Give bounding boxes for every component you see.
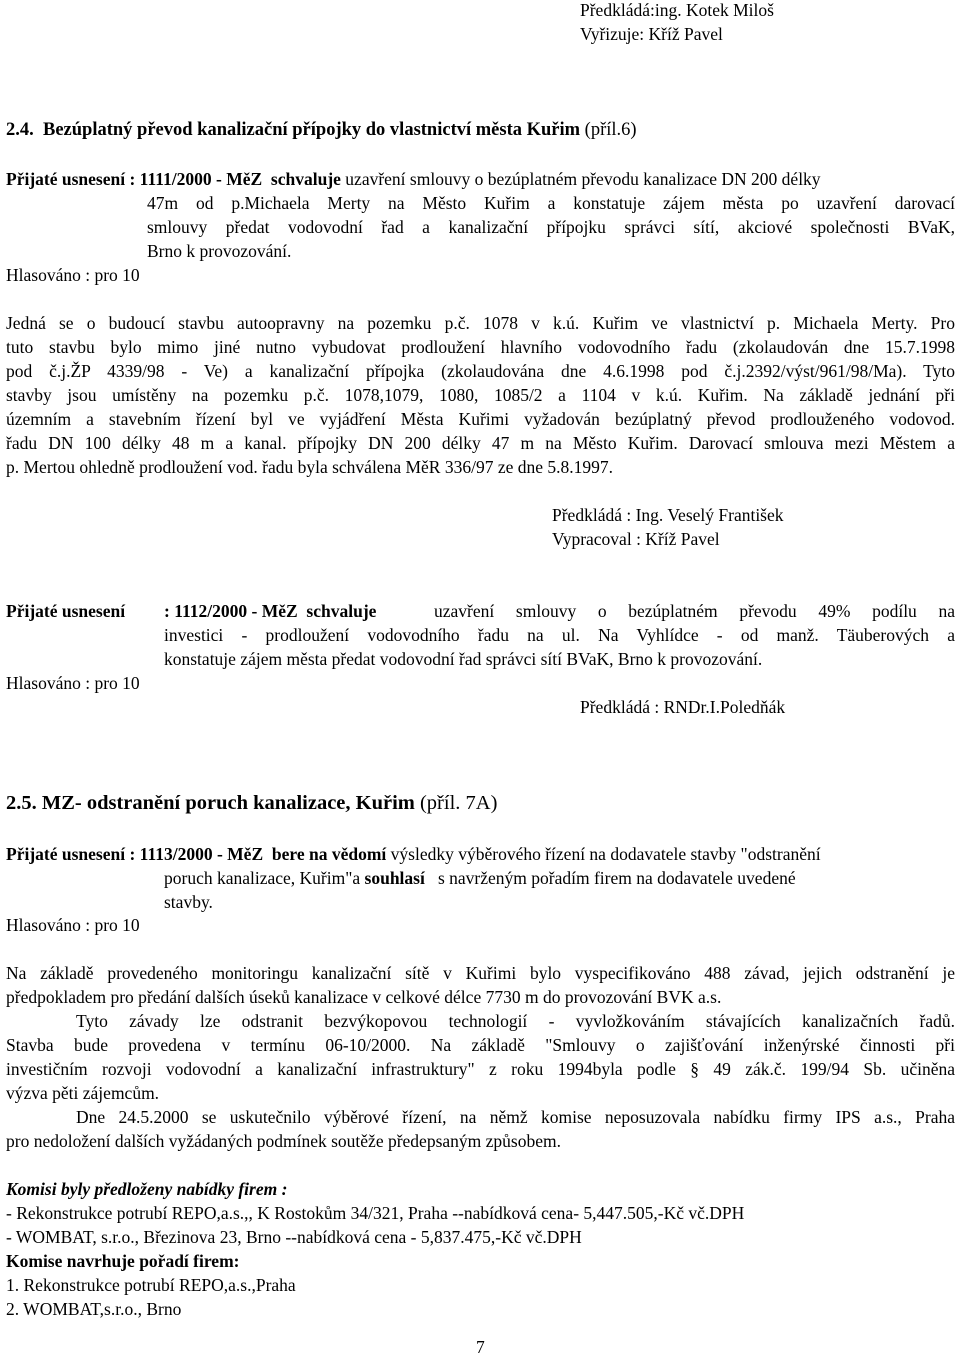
resolution-1113-text-1: výsledky výběrového řízení na dodavatele stavby "odstranění (390, 844, 821, 864)
section-2-4-title: Bezúplatný převod kanalizační přípojky do vlastnictví města Kuřim (43, 120, 581, 140)
vote-1113: Hlasováno : pro 10 (6, 915, 140, 935)
resolution-1113-text-2c: s navrženým pořadím firem na dodavatele uvedené (437, 868, 796, 888)
vote-1111: Hlasováno : pro 10 (6, 265, 140, 285)
header-vyrizuje: Vyřizuje: Kříž Pavel (580, 24, 723, 44)
s24-paragraph-line-7: p. Mertou ohledně prodloužení vod. řadu byla schválena MěR 336/97 ze dne 5.8.1997. (6, 457, 614, 477)
resolution-1111 (6, 167, 821, 191)
resolution-1113-text-3: stavby. (164, 892, 213, 912)
resolution-1111-text-3: smlouvy předat vodovodní řad a kanalizační přípojku správci sítí, akciové společnosti BVaK, (147, 217, 955, 237)
resolution-1113-line-2 (164, 866, 796, 890)
resolution-1112-text-1: uzavření smlouvy o bezúplatném převodu 49% podílu na (434, 601, 955, 621)
s24-paragraph-line-2: tuto stavbu bylo mimo jiné nutno vybudovat prodloužení hlavního vodovodního řadu (zkolaudován dne 15.7.1998 (6, 337, 955, 357)
section-2-5-heading (6, 790, 497, 816)
section-2-4-number: 2.4. (6, 120, 34, 140)
s25-paragraph-line-6: výzva pěti zájemcům. (6, 1083, 160, 1103)
s24-paragraph-line-5: územním a stavebním řízení byl ve vyjádření Města Kuřimi vyžadován bezúplatný převod prodlouženého vodovod. (6, 409, 955, 429)
s25-paragraph-line-2: předpokladem pro předání dalších úseků kanalizace v celkové délce 7730 m do provozování BVK a.s. (6, 987, 722, 1007)
resolution-1111-text-1: uzavření smlouvy o bezúplatném převodu kanalizace DN 200 délky (345, 169, 821, 189)
resolution-1113 (6, 842, 821, 866)
header-predklada: Předkládá:ing. Kotek Miloš (580, 0, 774, 20)
s25-paragraph-line-4: Stavba bude provedena v termínu 06-10/2000. Na základě "Smlouvy o zajišťování inženýrské činnosti při (6, 1035, 955, 1055)
page-number: 7 (476, 1337, 485, 1357)
resolution-1112-number: : 1112/2000 - MěZ (164, 601, 298, 621)
section-2-5-title: MZ- odstranění poruch kanalizace, Kuřim (41, 792, 415, 814)
s25-paragraph-line-3: Tyto závady lze odstranit bezvýkopovou technologií - vyvložkováním stávajících kanalizačních řadů. (76, 1011, 955, 1031)
s24-paragraph-line-4: stavby jsou umístěny na pozemku p.č. 1078,1079, 1080, 1085/2 a 1104 v k.ú. Kuřim. Na základě jednání při (6, 385, 955, 405)
s24-paragraph-line-6: řadu DN 100 délky 48 m a kanal. přípojky DN 200 délky 47 m na Město Kuřim. Darovací smlouva mezi Městem a (6, 433, 955, 453)
resolution-1111-verb: schvaluje (270, 169, 341, 189)
offer-1: - Rekonstrukce potrubí REPO,a.s.,, K Rostokům 34/321, Praha --nabídková cena- 5,447.505,-Kč vč.DPH (6, 1203, 745, 1223)
order-2: 2. WOMBAT,s.r.o., Brno (6, 1299, 182, 1319)
resolution-1111-label: Přijaté usnesení : 1111/2000 - MěZ (6, 169, 263, 189)
resolution-1112-verb: schvaluje (306, 601, 377, 621)
s24-paragraph-line-3: pod č.j.ŽP 4339/98 - Ve) a kanalizační přípojka (zkolaudována dne 4.6.1998 pod č.j.2392/výst/961/98/Ma). Tyto (6, 361, 955, 381)
resolution-1113-souhlasi: souhlasí (364, 868, 425, 888)
resolution-1113-label: Přijaté usnesení : 1113/2000 - MěZ (6, 844, 264, 864)
offers-heading: Komisi byly předloženy nabídky firem : (6, 1179, 288, 1199)
s24-vypracoval: Vypracoval : Kříž Pavel (552, 529, 720, 549)
s24-paragraph-line-1: Jedná se o budoucí stavbu autoopravny na pozemku p.č. 1078 v k.ú. Kuřim ve vlastnictví p. Michaela Merty. Pro (6, 313, 955, 333)
resolution-1112-label: Přijaté usnesení (6, 601, 126, 621)
offer-2: - WOMBAT, s.r.o., Březinova 23, Brno --nabídková cena - 5,837.475,-Kč vč.DPH (6, 1227, 582, 1247)
s25-paragraph-line-5: investičním rozvoji vodovodní a kanalizační infrastruktury" z roku 1994byla podle § 49 zák.č. 199/94 Sb. učiněna (6, 1059, 955, 1079)
section-2-5-number: 2.5. (6, 792, 37, 814)
section-2-4-ref: (příl.6) (584, 120, 637, 140)
s24-predklada: Předkládá : Ing. Veselý František (552, 505, 784, 525)
resolution-1113-verb: bere na vědomí (271, 844, 387, 864)
resolution-1111-text-2: 47m od p.Michaela Merty na Město Kuřim a konstatuje zájem města po uzavření darovací (147, 193, 955, 213)
order-1: 1. Rekonstrukce potrubí REPO,a.s.,Praha (6, 1275, 296, 1295)
s24b-predklada: Předkládá : RNDr.I.Poledňák (580, 697, 786, 717)
section-2-4-heading (6, 118, 637, 142)
resolution-1112-head (164, 599, 376, 623)
s25-paragraph-line-8: pro nedoložení dalších vyžádaných podmínek soutěže předepsaným způsobem. (6, 1131, 561, 1151)
s25-paragraph-line-7: Dne 24.5.2000 se uskutečnilo výběrové řízení, na němž komise neposuzovala nabídku firmy IPS a.s., Praha (76, 1107, 955, 1127)
resolution-1113-text-2a: poruch kanalizace, Kuřim"a (164, 868, 361, 888)
resolution-1111-text-4: Brno k provozování. (147, 241, 292, 261)
order-heading: Komise navrhuje pořadí firem: (6, 1251, 240, 1271)
section-2-5-ref: (příl. 7A) (419, 792, 498, 814)
s25-paragraph-line-1: Na základě provedeného monitoringu kanalizační sítě v Kuřimi bylo vyspecifikováno 488 závad, jejich odstranění je (6, 963, 955, 983)
resolution-1112-text-2: investici - prodloužení vodovodního řadu na ul. Na Vyhlídce - od manž. Täuberových a (164, 625, 955, 645)
vote-1112: Hlasováno : pro 10 (6, 673, 140, 693)
resolution-1112-text-3: konstatuje zájem města předat vodovodní řad správci sítí BVaK, Brno k provozování. (164, 649, 763, 669)
